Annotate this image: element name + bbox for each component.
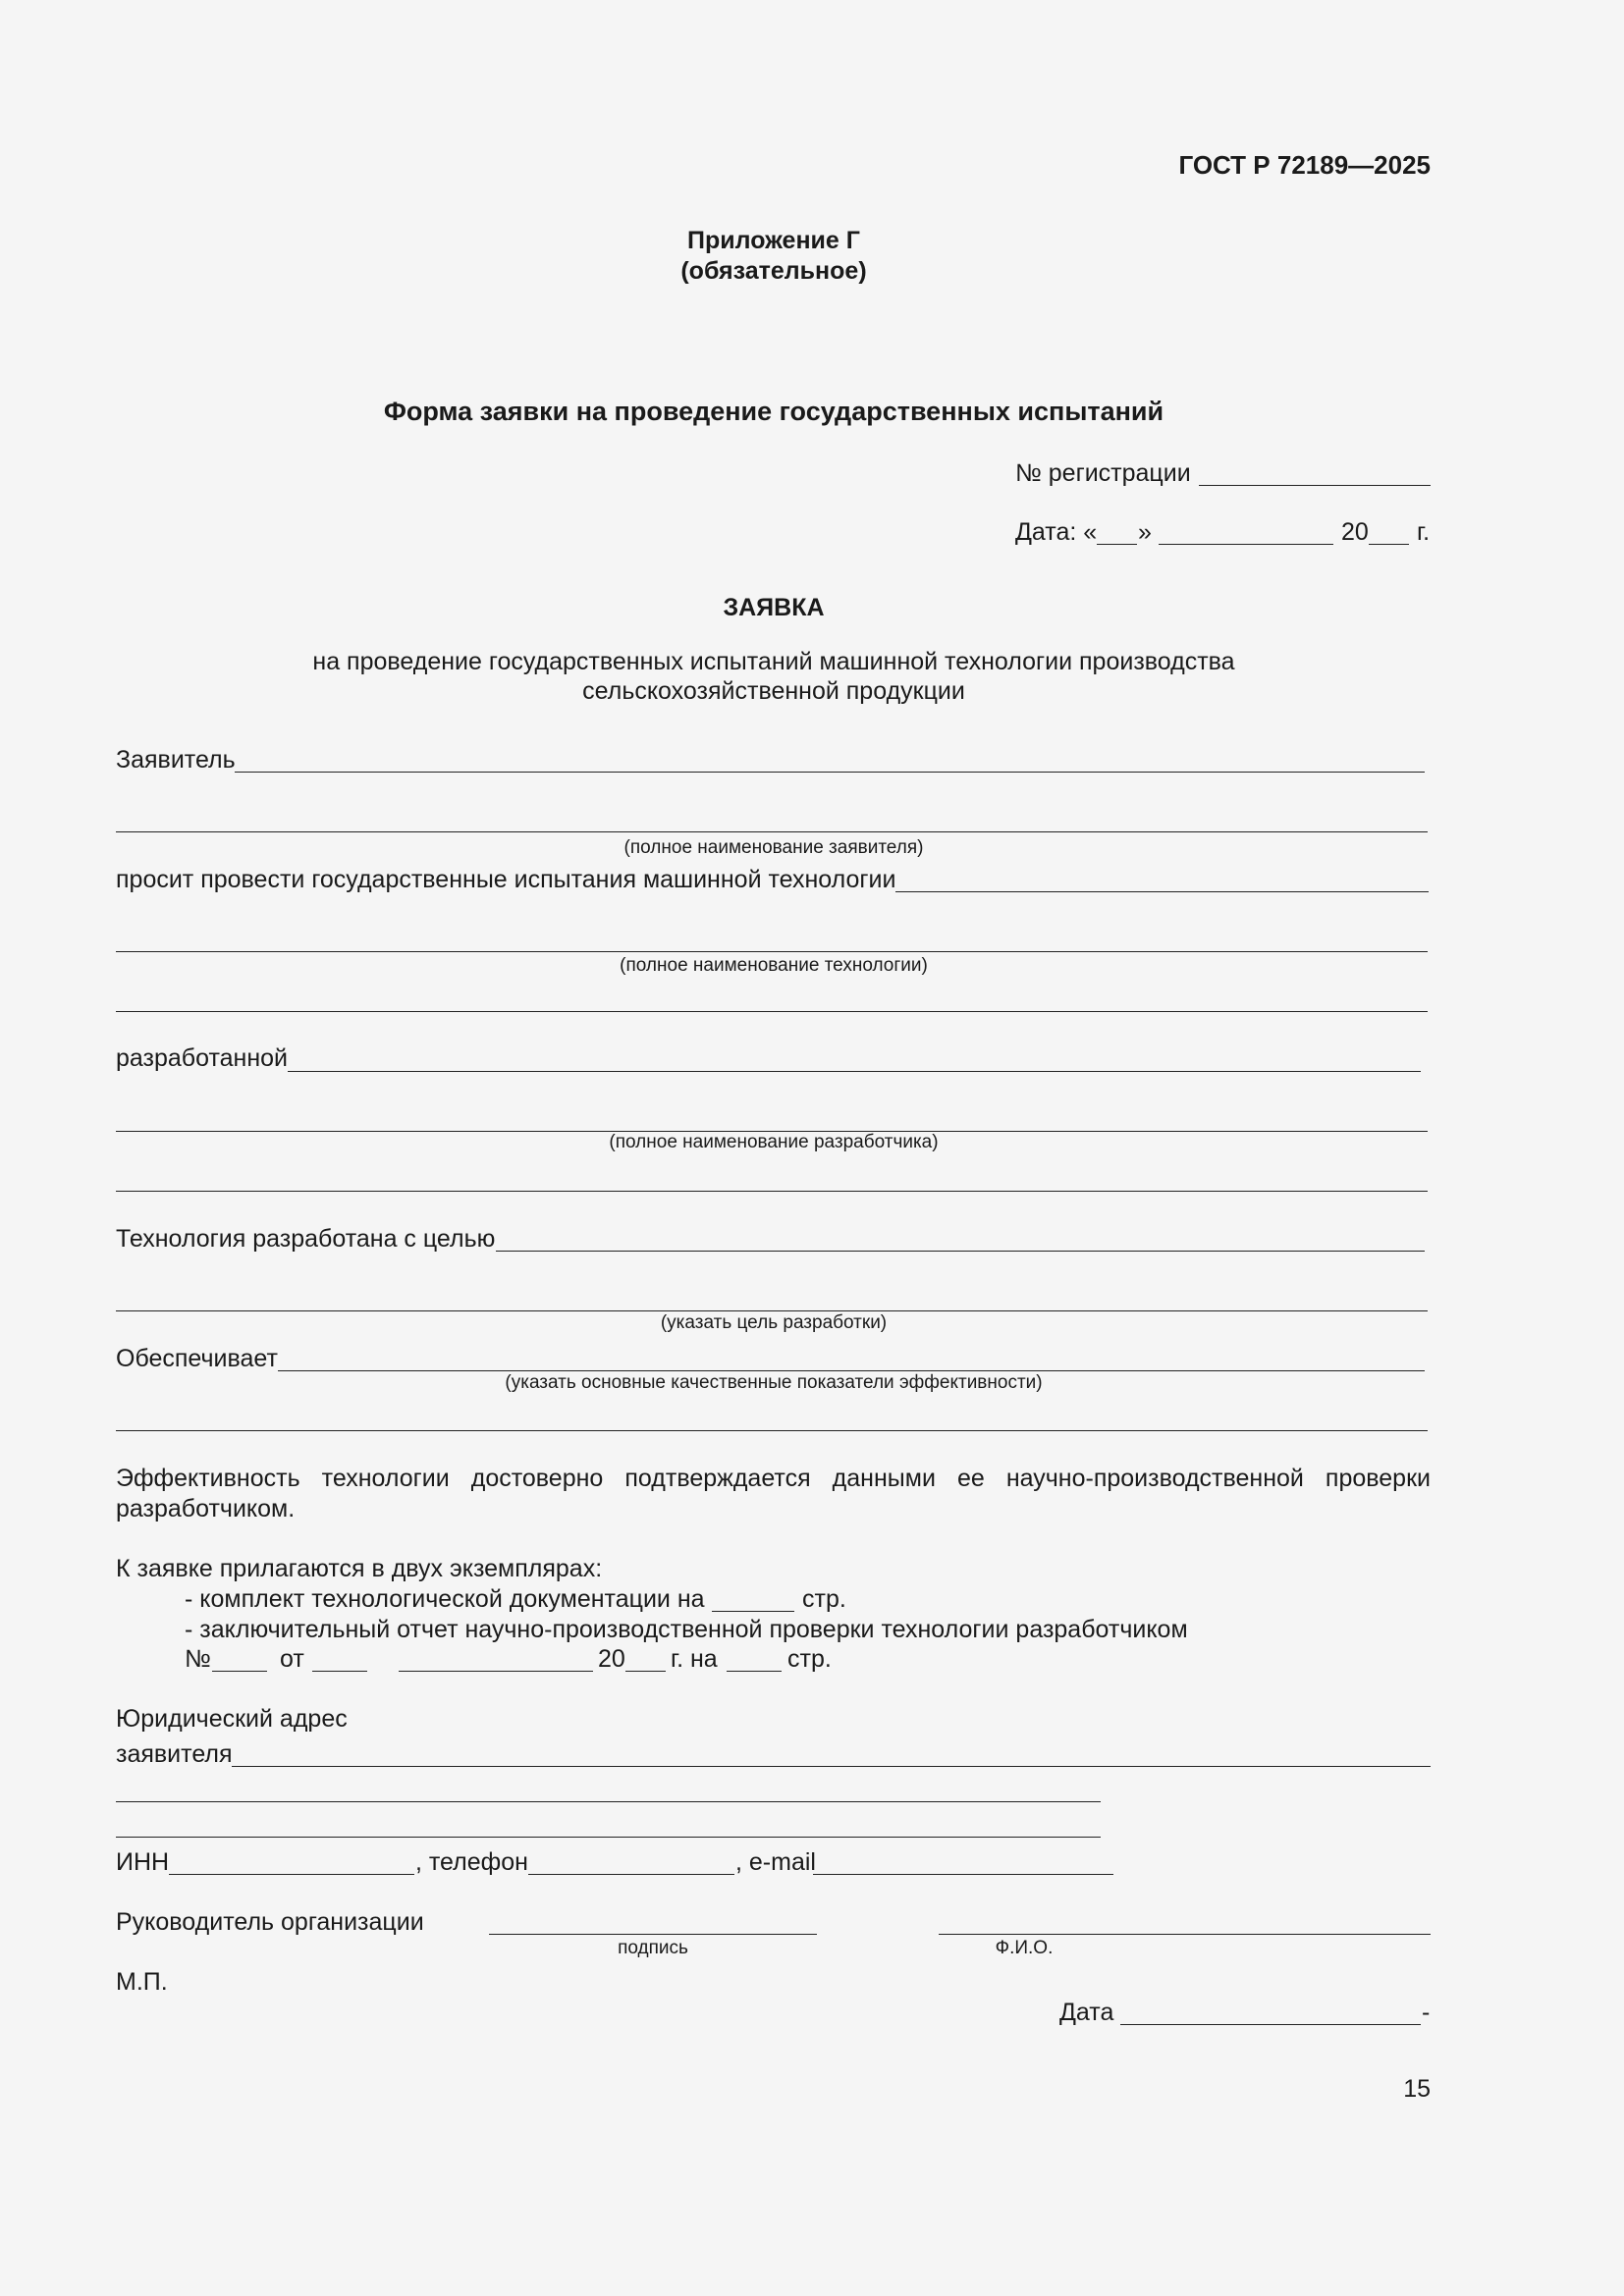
address-field-line2[interactable] <box>116 1801 1101 1802</box>
technology-field-line2[interactable] <box>116 951 1428 952</box>
applicant-field[interactable] <box>235 772 1425 773</box>
efficiency-paragraph: Эффективность технологии достоверно подтверждается данными ее научно-производственной проверки разработчиком. <box>116 1465 1431 1522</box>
report-year-suffix: г. на <box>671 1645 718 1673</box>
email-label: , e-mail <box>735 1848 816 1876</box>
date-prefix: Дата: « <box>1015 518 1098 546</box>
report-year-label: 20 <box>598 1645 625 1673</box>
report-number-label: № <box>185 1645 211 1673</box>
address-label-line1: Юридический адрес <box>116 1705 348 1733</box>
head-label: Руководитель организации <box>116 1908 424 1936</box>
final-date-field[interactable] <box>1120 2024 1421 2025</box>
provides-hint: (указать основные качественные показатели эффективности) <box>505 1372 1043 1393</box>
address-label-line2: заявителя <box>116 1740 233 1768</box>
technology-field-line3[interactable] <box>116 1011 1428 1012</box>
applicant-label: Заявитель <box>116 746 236 774</box>
name-field[interactable] <box>939 1934 1431 1935</box>
final-date-suffix: - <box>1422 1999 1431 2026</box>
report-day-field[interactable] <box>312 1671 367 1672</box>
applicant-field-line2[interactable] <box>116 831 1428 832</box>
attachment-item2: - заключительный отчет научно-производственной проверки технологии разработчиком <box>185 1616 1188 1643</box>
developer-field-line3[interactable] <box>116 1191 1428 1192</box>
phone-field[interactable] <box>528 1874 734 1875</box>
purpose-field-line2[interactable] <box>116 1310 1428 1311</box>
appendix-title: Приложение Г <box>687 227 860 254</box>
developer-field[interactable] <box>288 1071 1421 1072</box>
developed-label: разработанной <box>116 1044 289 1072</box>
signature-hint: подпись <box>618 1938 688 1958</box>
report-pages-field[interactable] <box>727 1671 782 1672</box>
appendix-status: (обязательное) <box>680 257 867 285</box>
application-subtitle-line1: на проведение государственных испытаний машинной технологии производства <box>312 648 1235 675</box>
applicant-hint: (полное наименование заявителя) <box>623 837 924 858</box>
phone-label: , телефон <box>415 1848 528 1876</box>
date-month-field[interactable] <box>1159 544 1333 545</box>
provides-label: Обеспечивает <box>116 1345 278 1372</box>
application-subtitle-line2: сельскохозяйственной продукции <box>582 677 965 705</box>
provides-field-line2[interactable] <box>116 1430 1428 1431</box>
technology-hint: (полное наименование технологии) <box>620 955 928 976</box>
standard-number: ГОСТ Р 72189—2025 <box>1178 150 1431 180</box>
report-from-label: от <box>280 1645 304 1673</box>
purpose-field[interactable] <box>496 1251 1425 1252</box>
attachments-intro: К заявке прилагаются в двух экземплярах: <box>116 1555 603 1582</box>
provides-field[interactable] <box>278 1370 1425 1371</box>
registration-label: № регистрации <box>1015 459 1191 487</box>
email-field[interactable] <box>813 1874 1113 1875</box>
report-month-field[interactable] <box>399 1671 593 1672</box>
inn-label: ИНН <box>116 1848 170 1876</box>
report-pages-suffix: стр. <box>787 1645 832 1673</box>
application-title: ЗАЯВКА <box>723 594 825 621</box>
registration-field[interactable] <box>1199 485 1431 486</box>
technology-field[interactable] <box>895 891 1429 892</box>
report-number-field[interactable] <box>212 1671 267 1672</box>
page-number: 15 <box>1403 2075 1431 2103</box>
final-date-label: Дата <box>1059 1999 1114 2026</box>
attachment-pages-field[interactable] <box>712 1611 794 1612</box>
purpose-label: Технология разработана с целью <box>116 1225 496 1253</box>
name-hint: Ф.И.О. <box>995 1938 1054 1958</box>
date-mid: » <box>1138 518 1152 546</box>
report-year-field[interactable] <box>625 1671 666 1672</box>
attachment-item1-suffix: стр. <box>802 1585 846 1613</box>
purpose-hint: (указать цель разработки) <box>660 1312 888 1333</box>
signature-field[interactable] <box>489 1934 817 1935</box>
address-field-line3[interactable] <box>116 1837 1101 1838</box>
developer-hint: (полное наименование разработчика) <box>609 1132 939 1152</box>
date-suffix: г. <box>1417 518 1431 546</box>
address-field[interactable] <box>232 1766 1431 1767</box>
request-label: просит провести государственные испытания машинной технологии <box>116 866 896 893</box>
inn-field[interactable] <box>169 1874 414 1875</box>
date-day-field[interactable] <box>1097 544 1137 545</box>
attachment-item1-prefix: - комплект технологической документации на <box>185 1585 705 1613</box>
stamp-label: М.П. <box>116 1968 168 1996</box>
form-title: Форма заявки на проведение государственных испытаний <box>383 397 1164 426</box>
date-year-field[interactable] <box>1369 544 1409 545</box>
date-year-prefix: 20 <box>1341 518 1369 546</box>
